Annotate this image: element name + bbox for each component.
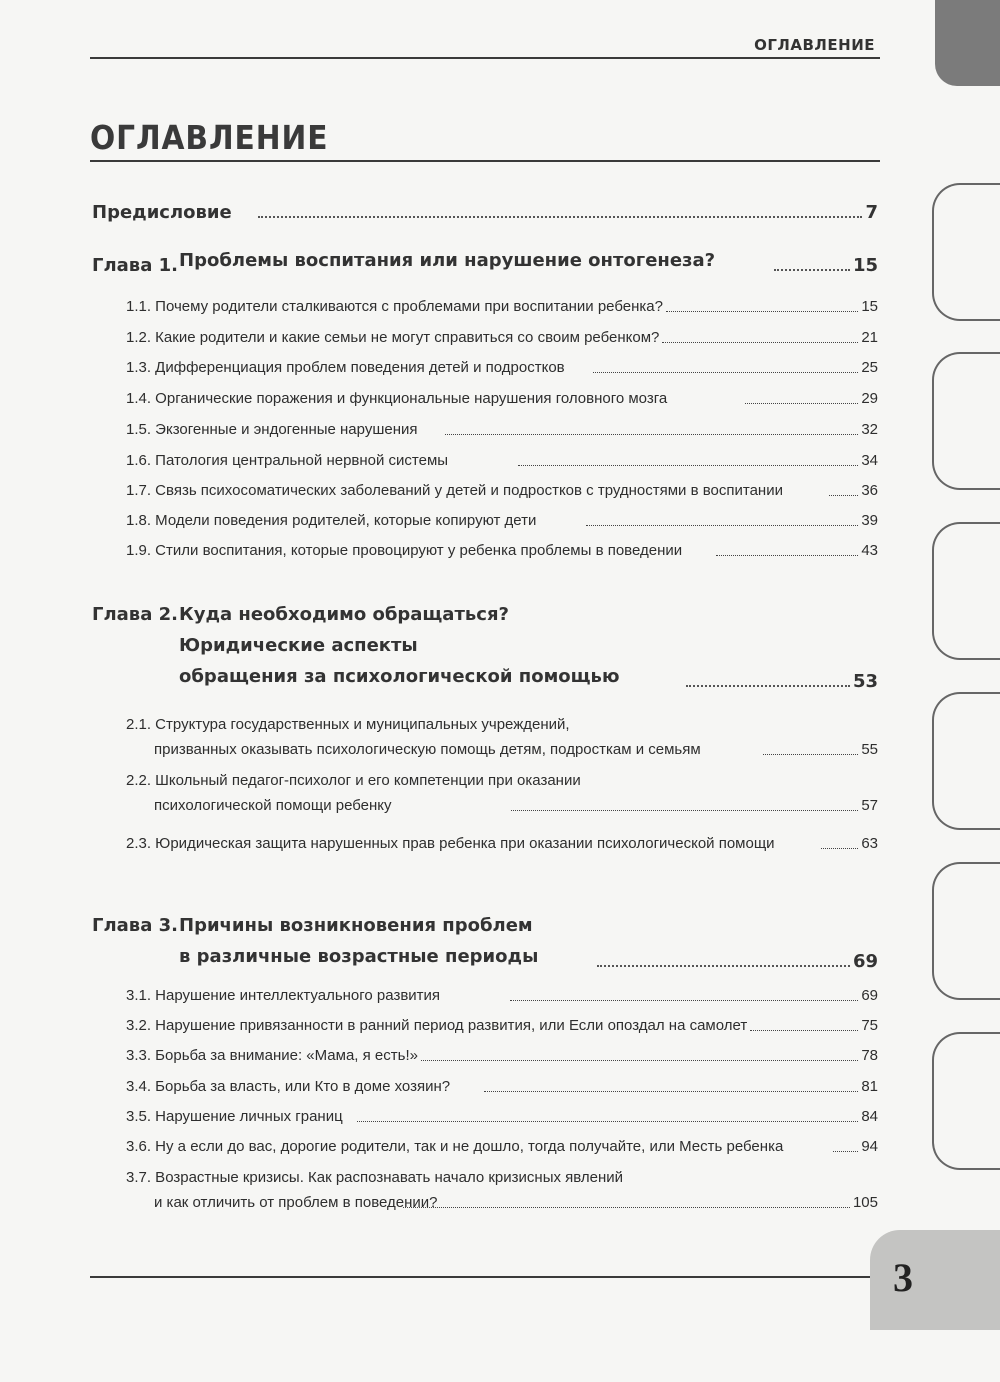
side-tab-2 bbox=[932, 352, 1000, 490]
leader-dots bbox=[357, 1121, 859, 1122]
leader-dots bbox=[750, 1030, 858, 1031]
section-title: 1.2. Какие родители и какие семьи не могут справиться со своим ребенком? bbox=[126, 329, 660, 346]
title-rule bbox=[90, 160, 880, 162]
leader-dots bbox=[421, 1060, 858, 1061]
section-page: 69 bbox=[861, 987, 878, 1004]
page-number: 3 bbox=[893, 1255, 913, 1300]
toc-section-3-1[interactable] bbox=[126, 983, 878, 1008]
side-tab-4 bbox=[932, 692, 1000, 830]
chapter-title-line: Причины возникновения проблем bbox=[179, 915, 533, 936]
leader-dots bbox=[829, 495, 858, 496]
leader-dots bbox=[484, 1091, 858, 1092]
section-page: 21 bbox=[861, 329, 878, 346]
section-title-cont: и как отличить от проблем в поведении? bbox=[154, 1194, 438, 1211]
chapter-number: Глава 3. bbox=[92, 915, 178, 936]
toc-entry-preface[interactable] bbox=[92, 202, 878, 223]
toc-section-1-4[interactable] bbox=[126, 386, 878, 411]
toc-chapter-2[interactable] bbox=[92, 599, 878, 692]
toc-section-1-7[interactable] bbox=[126, 478, 878, 503]
section-title: 1.6. Патология центральной нервной системы bbox=[126, 452, 449, 469]
section-page: 32 bbox=[861, 421, 878, 438]
chapter-page: 53 bbox=[852, 671, 878, 692]
toc-section-3-7[interactable] bbox=[126, 1165, 878, 1215]
leader-dots bbox=[586, 525, 858, 526]
chapter-title-line: Проблемы воспитания или нарушение онтогенеза? bbox=[179, 250, 716, 271]
section-page: 81 bbox=[861, 1078, 878, 1095]
leader-dots bbox=[821, 848, 859, 849]
leader-dots bbox=[662, 342, 858, 343]
running-header: ОГЛАВЛЕНИЕ bbox=[754, 36, 875, 54]
leader-dots bbox=[518, 465, 858, 466]
section-page: 43 bbox=[861, 542, 878, 559]
chapter-page: 15 bbox=[852, 255, 878, 276]
toc-section-3-4[interactable] bbox=[126, 1074, 878, 1099]
toc-section-2-3[interactable] bbox=[126, 831, 878, 856]
leader-dots bbox=[686, 685, 850, 687]
side-tab-3 bbox=[932, 522, 1000, 660]
toc-section-1-3[interactable] bbox=[126, 355, 878, 380]
chapter-number: Глава 2. bbox=[92, 604, 178, 625]
section-title-cont: призванных оказывать психологическую помощь детям, подросткам и семьям bbox=[154, 741, 701, 758]
section-page: 94 bbox=[861, 1138, 878, 1155]
section-title: 1.4. Органические поражения и функциональные нарушения головного мозга bbox=[126, 390, 668, 407]
page-title: ОГЛАВЛЕНИЕ bbox=[90, 118, 329, 157]
leader-dots bbox=[445, 434, 858, 435]
toc-section-2-2[interactable] bbox=[126, 768, 878, 818]
section-title: 1.5. Экзогенные и эндогенные нарушения bbox=[126, 421, 418, 438]
leader-dots bbox=[403, 1207, 850, 1208]
section-title: 3.3. Борьба за внимание: «Мама, я есть!» bbox=[126, 1047, 418, 1064]
section-page: 29 bbox=[861, 390, 878, 407]
toc-section-3-3[interactable] bbox=[126, 1043, 878, 1068]
toc-section-1-8[interactable] bbox=[126, 508, 878, 533]
toc-section-1-6[interactable] bbox=[126, 448, 878, 473]
toc-section-3-5[interactable] bbox=[126, 1104, 878, 1129]
leader-dots bbox=[666, 311, 858, 312]
toc-section-1-5[interactable] bbox=[126, 417, 878, 442]
section-page: 36 bbox=[861, 482, 878, 499]
leader-dots bbox=[597, 965, 850, 967]
section-page: 34 bbox=[861, 452, 878, 469]
side-tab-5 bbox=[932, 862, 1000, 1000]
section-title-cont: психологической помощи ребенку bbox=[154, 797, 392, 814]
header-rule bbox=[90, 57, 880, 59]
corner-tab-decoration bbox=[935, 0, 1000, 86]
toc-section-3-6[interactable] bbox=[126, 1134, 878, 1159]
side-tab-6 bbox=[932, 1032, 1000, 1170]
section-page: 57 bbox=[861, 797, 878, 814]
section-title: 1.8. Модели поведения родителей, которые копируют дети bbox=[126, 512, 537, 529]
section-page: 75 bbox=[861, 1017, 878, 1034]
leader-dots bbox=[745, 403, 858, 404]
section-page: 25 bbox=[861, 359, 878, 376]
preface-label: Предисловие bbox=[92, 202, 232, 223]
leader-dots bbox=[593, 372, 859, 373]
section-page: 55 bbox=[861, 741, 878, 758]
chapter-title-line: в различные возрастные периоды bbox=[179, 946, 539, 967]
section-title: 1.1. Почему родители сталкиваются с проблемами при воспитании ребенка? bbox=[126, 298, 663, 315]
section-title: 3.6. Ну а если до вас, дорогие родители, так и не дошло, тогда получайте, или Месть ребенка bbox=[126, 1138, 784, 1155]
toc-section-2-1[interactable] bbox=[126, 712, 878, 762]
section-page: 78 bbox=[861, 1047, 878, 1064]
leader-dots bbox=[510, 1000, 858, 1001]
toc-chapter-3[interactable] bbox=[92, 910, 878, 972]
toc-section-1-1[interactable] bbox=[126, 294, 878, 319]
chapter-number: Глава 1. bbox=[92, 255, 178, 276]
section-title: 3.7. Возрастные кризисы. Как распознавать начало кризисных явлений bbox=[126, 1169, 624, 1186]
leader-dots bbox=[511, 810, 859, 811]
section-title: 3.2. Нарушение привязанности в ранний период развития, или Если опоздал на самолет bbox=[126, 1017, 748, 1034]
preface-page: 7 bbox=[865, 202, 878, 223]
section-title: 3.5. Нарушение личных границ bbox=[126, 1108, 343, 1125]
section-page: 39 bbox=[861, 512, 878, 529]
section-title: 1.3. Дифференциация проблем поведения детей и подростков bbox=[126, 359, 565, 376]
section-title: 1.7. Связь психосоматических заболеваний у детей и подростков с трудностями в воспитании bbox=[126, 482, 783, 499]
side-tab-1 bbox=[932, 183, 1000, 321]
section-title: 3.4. Борьба за власть, или Кто в доме хозяин? bbox=[126, 1078, 451, 1095]
leader-dots bbox=[716, 555, 858, 556]
chapter-title-line: обращения за психологической помощью bbox=[179, 666, 620, 687]
chapter-page: 69 bbox=[852, 951, 878, 972]
toc-section-1-2[interactable] bbox=[126, 325, 878, 350]
section-page: 63 bbox=[861, 835, 878, 852]
section-title: 3.1. Нарушение интеллектуального развития bbox=[126, 987, 441, 1004]
chapter-title-line: Куда необходимо обращаться? bbox=[179, 604, 509, 625]
toc-section-3-2[interactable] bbox=[126, 1013, 878, 1038]
toc-section-1-9[interactable] bbox=[126, 538, 878, 563]
leader-dots bbox=[833, 1151, 858, 1152]
section-title: 2.1. Структура государственных и муниципальных учреждений, bbox=[126, 716, 570, 733]
section-title: 2.3. Юридическая защита нарушенных прав ребенка при оказании психологической помощи bbox=[126, 835, 775, 852]
chapter-title-line: Юридические аспекты bbox=[179, 635, 418, 656]
section-title: 1.9. Стили воспитания, которые провоцируют у ребенка проблемы в поведении bbox=[126, 542, 683, 559]
page-number-tab bbox=[870, 1230, 1000, 1330]
leader-dots bbox=[774, 269, 850, 271]
section-page: 84 bbox=[861, 1108, 878, 1125]
section-title: 2.2. Школьный педагог-психолог и его компетенции при оказании bbox=[126, 772, 581, 789]
section-page: 105 bbox=[852, 1194, 878, 1211]
section-page: 15 bbox=[861, 298, 878, 315]
leader-dots bbox=[763, 754, 859, 755]
leader-dots bbox=[258, 216, 863, 218]
toc-chapter-1[interactable] bbox=[92, 245, 878, 276]
footer-rule bbox=[90, 1276, 870, 1278]
